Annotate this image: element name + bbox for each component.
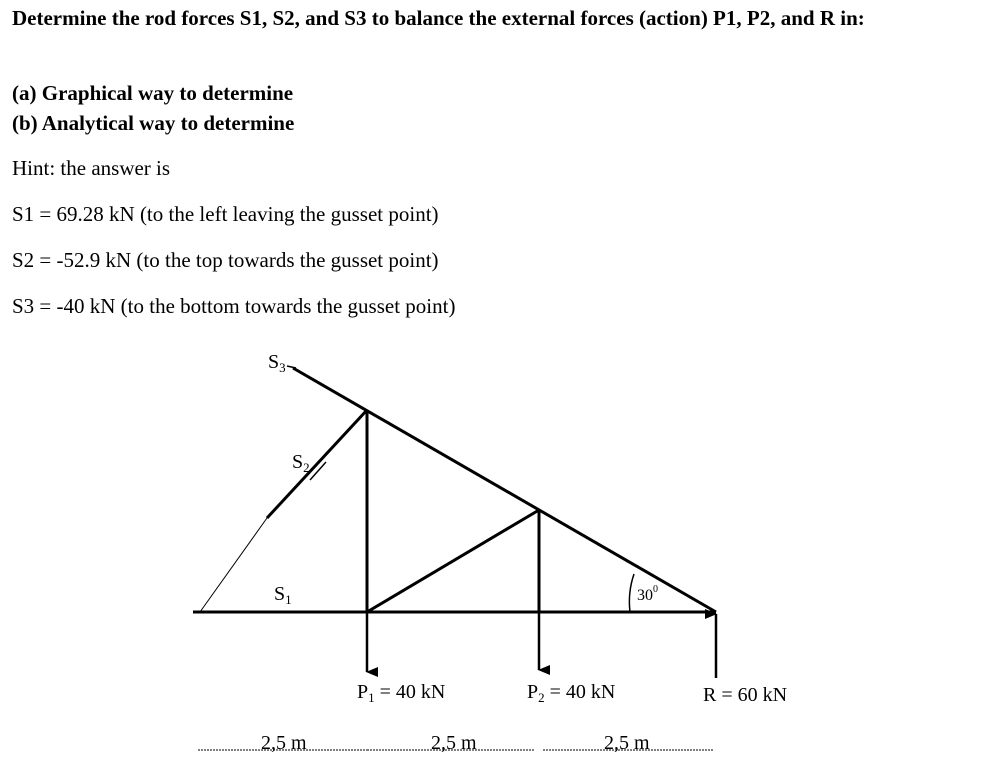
hint-text: Hint: the answer is [12, 156, 171, 180]
label-r: R = 60 kN [703, 684, 788, 706]
diagonal-member [367, 510, 539, 612]
label-s2: $S_2$ [292, 451, 310, 475]
part-b-label: (b) Analytical way to determine [12, 111, 295, 135]
label-s1: $S_1$ [274, 583, 292, 607]
s3-leader-line [287, 366, 296, 368]
part-a-label: (a) Graphical way to determine [12, 81, 294, 105]
dimension-label-2: 2,5 m [431, 732, 477, 754]
angle-arc [629, 574, 634, 612]
problem-title: Determine the rod forces S1, S2, and S3 to balance the external forces (action) P1, P2, and R in: [12, 6, 865, 30]
rod-s2-extension [200, 518, 267, 612]
label-p2: $P_2 = 40$ kN [527, 681, 616, 705]
label-s3: $S_3$ [268, 351, 286, 375]
answer-s3: S3 = -40 kN (to the bottom towards the gusset point) [12, 294, 456, 318]
dimension-label-3: 2,5 m [604, 732, 650, 754]
label-angle: $30^0$ [637, 584, 658, 604]
top-chord [293, 368, 716, 612]
answer-s1: S1 = 69.28 kN (to the left leaving the gusset point) [12, 202, 439, 226]
answer-s2: S2 = -52.9 kN (to the top towards the gusset point) [12, 248, 439, 272]
dimension-label-1: 2,5 m [261, 732, 307, 754]
rod-s2 [267, 410, 367, 518]
label-p1: $P_1 = 40$ kN [357, 681, 446, 705]
